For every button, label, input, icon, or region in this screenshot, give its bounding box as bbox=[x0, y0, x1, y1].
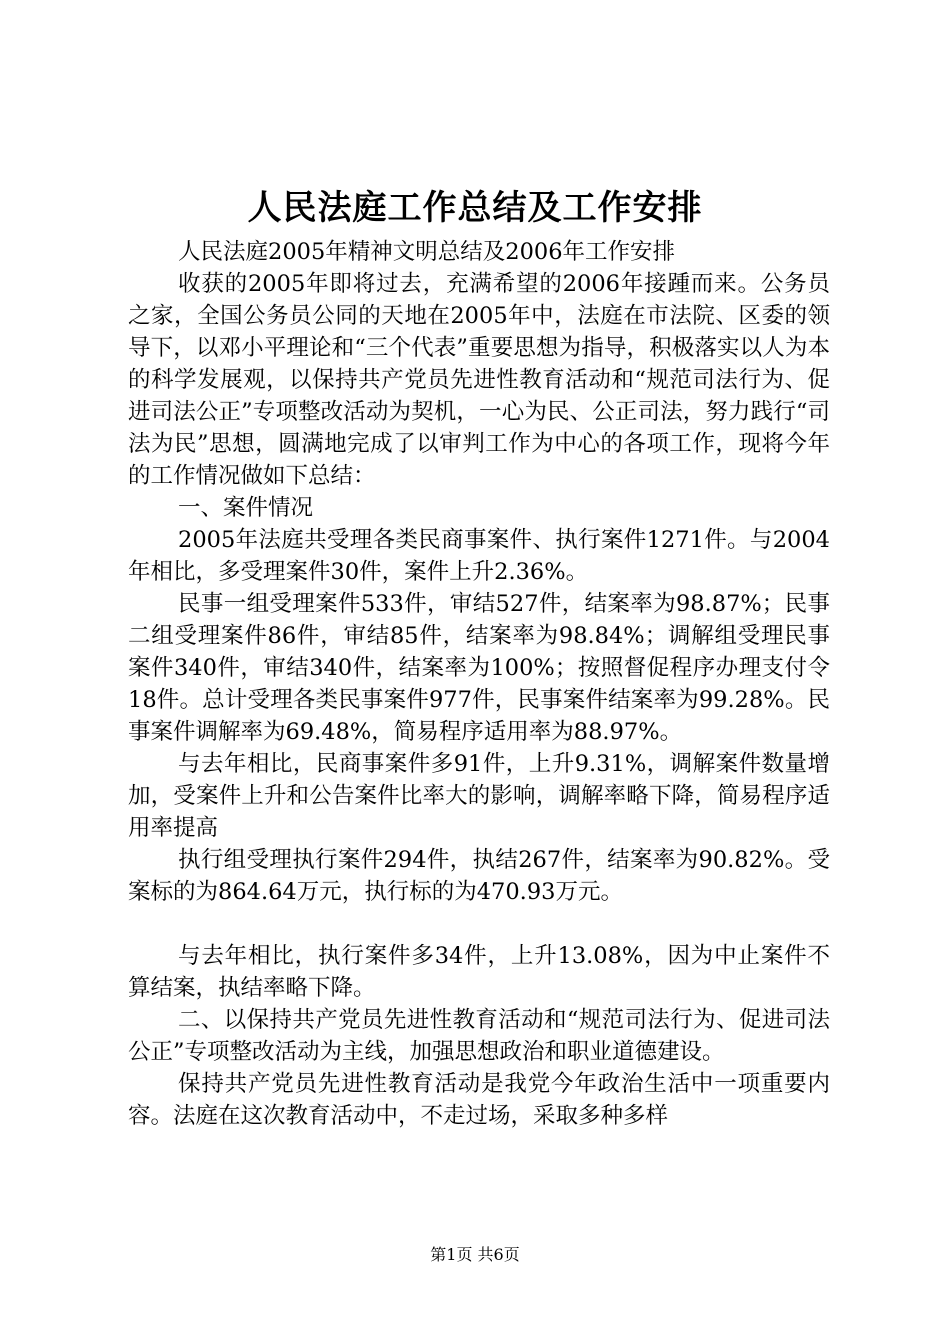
paragraph-enforcement-comparison: 与去年相比，执行案件多34件，上升13.08%，因为中止案件不算结案，执结率略下降。 bbox=[128, 943, 830, 1001]
page-footer: 第1页 共6页 bbox=[430, 1245, 520, 1264]
paragraph-spacer bbox=[128, 908, 830, 940]
paragraph-intro: 收获的2005年即将过去，充满希望的2006年接踵而来。公务员之家，全国公务员公同的天地在2005年中，法庭在市法院、区委的领导下，以邓小平理论和“三个代表”重要思想为指导，积极落实以人为本的科学发展观，以保持共产党员先进性教育活动和“规范司法行为、促进司法公正”专项整改活动为契机，一心为民、公正司法，努力践行“司法为民”思想，圆满地完成了以审判工作为中心的各项工作，现将今年的工作情况做如下总结： bbox=[128, 271, 830, 489]
paragraph-cases-total: 2005年法庭共受理各类民商事案件、执行案件1271件。与2004年相比，多受理案件30件，案件上升2.36%。 bbox=[128, 527, 830, 585]
document-body bbox=[128, 236, 830, 1132]
paragraph-enforcement-cases: 执行组受理执行案件294件，执结267件，结案率为90.82%。受案标的为864.64万元，执行标的为470.93万元。 bbox=[128, 847, 830, 905]
paragraph-education: 保持共产党员先进性教育活动是我党今年政治生活中一项重要内容。法庭在这次教育活动中，不走过场，采取多种多样 bbox=[128, 1071, 830, 1129]
paragraph-civil-cases: 民事一组受理案件533件，审结527件，结案率为98.87%；民事二组受理案件86件，审结85件，结案率为98.84%；调解组受理民事案件340件，审结340件，结案率为100%；按照督促程序办理支付令18件。总计受理各类民事案件977件，民事案件结案率为99.28%。民事案件调解率为69.48%，简易程序适用率为88.97%。 bbox=[128, 591, 830, 745]
document-title: 人民法庭工作总结及工作安排 bbox=[247, 188, 703, 228]
section-heading-cases: 一、案件情况 bbox=[178, 495, 314, 521]
section-heading-education: 二、以保持共产党员先进性教育活动和“规范司法行为、促进司法公正”专项整改活动为主线，加强思想政治和职业道德建设。 bbox=[128, 1007, 830, 1065]
paragraph-civil-comparison: 与去年相比，民商事案件多91件，上升9.31%，调解案件数量增加，受案件上升和公告案件比率大的影响，调解率略下降，简易程序适用率提高 bbox=[128, 751, 830, 841]
paragraph-subtitle: 人民法庭2005年精神文明总结及2006年工作安排 bbox=[178, 239, 676, 265]
